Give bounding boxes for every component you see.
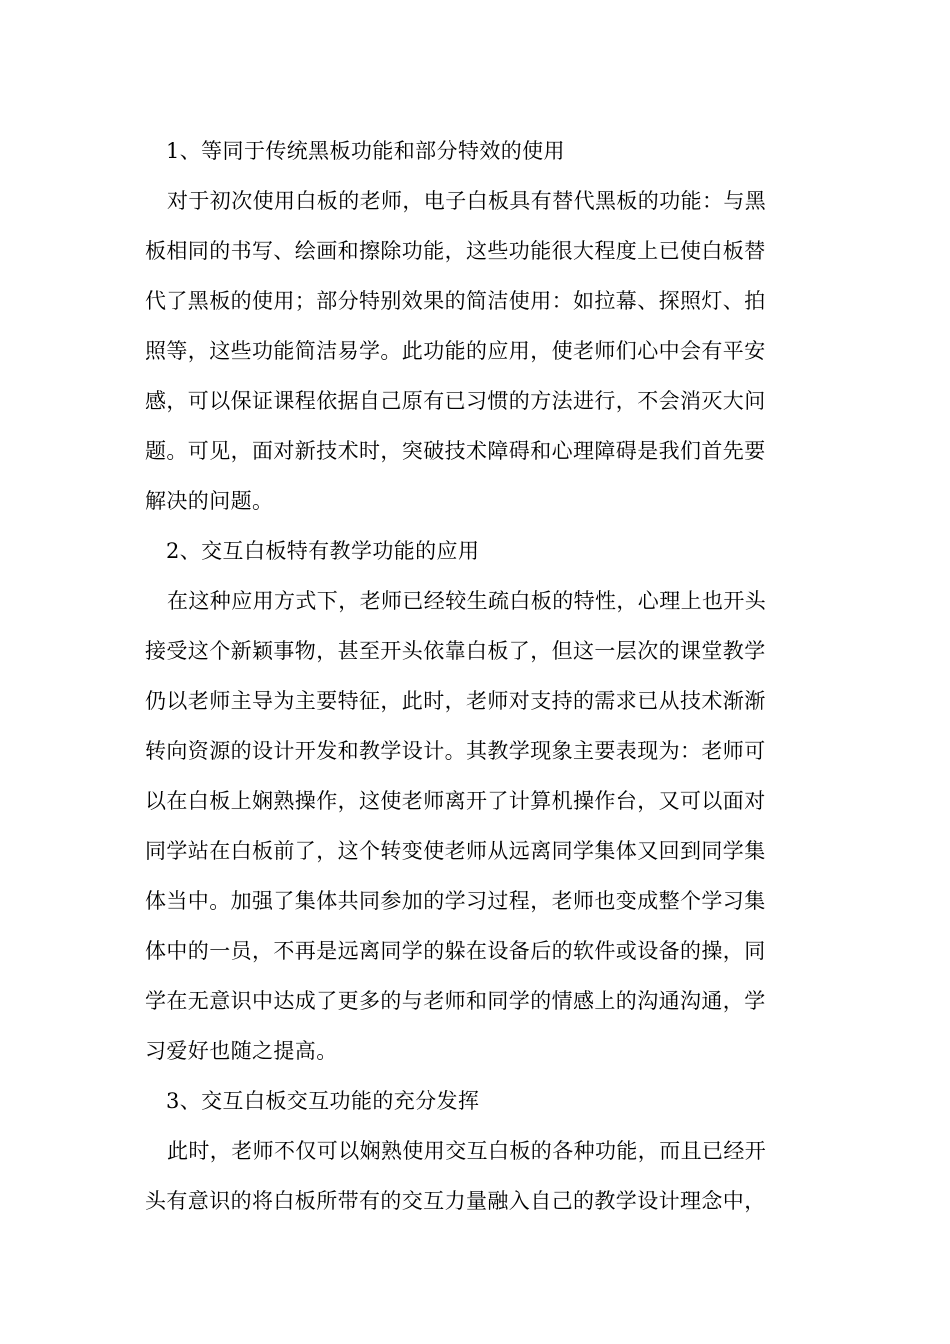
paragraph-line: 在这种应用方式下，老师已经较生疏白板的特性，心理上也开头 bbox=[167, 589, 767, 613]
document-body bbox=[145, 126, 808, 1226]
paragraph-line: 习爱好也随之提高。 bbox=[145, 1039, 338, 1063]
paragraph-line: 体当中。加强了集体共同参加的学习过程，老师也变成整个学习集 bbox=[145, 889, 766, 913]
paragraph-line: 解决的问题。 bbox=[145, 489, 274, 513]
paragraph-line: 同学站在白板前了，这个转变使老师从远离同学集体又回到同学集 bbox=[145, 839, 766, 863]
paragraph-line: 接受这个新颖事物，甚至开头依靠白板了，但这一层次的课堂教学 bbox=[145, 639, 766, 663]
section-heading: 2、交互白板特有教学功能的应用 bbox=[166, 539, 480, 563]
section-heading: 3、交互白板交互功能的充分发挥 bbox=[166, 1089, 480, 1113]
paragraph-line: 转向资源的设计开发和教学设计。其教学现象主要表现为：老师可 bbox=[145, 739, 766, 763]
paragraph-line: 对于初次使用白板的老师，电子白板具有替代黑板的功能：与黑 bbox=[167, 189, 767, 213]
paragraph-line: 头有意识的将白板所带有的交互力量融入自己的教学设计理念中， bbox=[145, 1189, 766, 1213]
paragraph-line: 学在无意识中达成了更多的与老师和同学的情感上的沟通沟通，学 bbox=[145, 989, 766, 1013]
paragraph-line: 板相同的书写、绘画和擦除功能，这些功能很大程度上已使白板替 bbox=[145, 239, 766, 263]
paragraph-line: 体中的一员，不再是远离同学的躲在设备后的软件或设备的操，同 bbox=[145, 939, 766, 963]
section-heading: 1、等同于传统黑板功能和部分特效的使用 bbox=[166, 139, 565, 163]
paragraph-line: 此时，老师不仅可以娴熟使用交互白板的各种功能，而且已经开 bbox=[167, 1139, 767, 1163]
paragraph-line: 感，可以保证课程依据自己原有已习惯的方法进行，不会消灭大问 bbox=[145, 389, 766, 413]
paragraph-line: 题。可见，面对新技术时，突破技术障碍和心理障碍是我们首先要 bbox=[145, 439, 766, 463]
paragraph-line: 照等，这些功能简洁易学。此功能的应用，使老师们心中会有平安 bbox=[145, 339, 766, 363]
paragraph-line: 以在白板上娴熟操作，这使老师离开了计算机操作台，又可以面对 bbox=[145, 789, 766, 813]
paragraph-line: 仍以老师主导为主要特征，此时，老师对支持的需求已从技术渐渐 bbox=[145, 689, 766, 713]
paragraph-line: 代了黑板的使用；部分特别效果的简洁使用：如拉幕、探照灯、拍 bbox=[145, 289, 766, 313]
